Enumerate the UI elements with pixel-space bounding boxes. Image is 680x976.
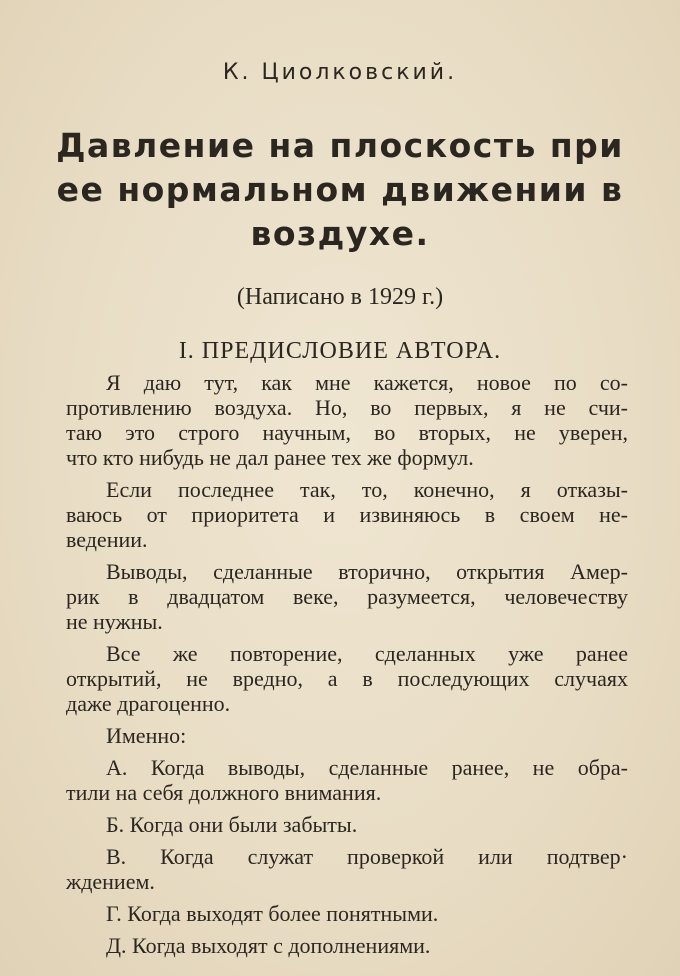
text-line: не нужны. xyxy=(66,609,163,634)
text-line: Именно: xyxy=(106,723,187,748)
document-title xyxy=(40,124,640,256)
text-line: таю это строго научным, во вторых, не уверен, xyxy=(66,420,628,445)
text-line: Я даю тут, как мне кажется, новое по со- xyxy=(106,370,628,395)
text-line: тили на себя должного внимания. xyxy=(66,780,382,805)
body-text xyxy=(66,370,628,965)
text-line: что кто нибудь не дал ранее тех же формул. xyxy=(66,445,474,470)
text-line: противлению воздуха. Но, во первых, я не счи- xyxy=(66,395,628,420)
paragraph xyxy=(66,641,628,716)
title-line: ее нормальном движении в xyxy=(56,170,624,209)
title-line: Давление на плоскость при xyxy=(56,126,624,165)
text-line: Если последнее так, то, конечно, я отказы- xyxy=(106,477,628,502)
paragraph xyxy=(66,723,628,748)
text-line: В. Когда служат проверкой или подтвер· xyxy=(106,844,628,869)
list-item xyxy=(66,901,628,926)
list-item xyxy=(66,844,628,894)
text-line: Выводы, сделанные вторично, открытия Амер- xyxy=(106,559,628,584)
text-line: открытий, не вредно, а в последующих случаях xyxy=(66,666,628,691)
text-line: Б. Когда они были забыты. xyxy=(106,812,358,837)
title-line: воздухе. xyxy=(250,214,430,253)
list-item xyxy=(66,755,628,805)
text-line: Все же повторение, сделанных уже ранее xyxy=(106,641,628,666)
text-line: ваюсь от приоритета и извиняюсь в своем не- xyxy=(66,502,628,527)
text-line: А. Когда выводы, сделанные ранее, не обра- xyxy=(106,755,628,780)
text-line: ведении. xyxy=(66,527,148,552)
paragraph xyxy=(66,370,628,470)
text-line: Г. Когда выходят более понятными. xyxy=(106,901,439,926)
list-item xyxy=(66,812,628,837)
text-line: рик в двадцатом веке, разумеется, человечеству xyxy=(66,584,628,609)
list-item xyxy=(66,933,628,958)
author-name: К. Циолковский. xyxy=(222,60,458,85)
section-heading: I. ПРЕДИСЛОВИЕ АВТОРА. xyxy=(178,338,502,364)
text-line: даже драгоценно. xyxy=(66,691,231,716)
text-line: Д. Когда выходят с дополнениями. xyxy=(106,933,431,958)
paragraph xyxy=(66,477,628,552)
written-date: (Написано в 1929 г.) xyxy=(236,284,444,310)
text-line: ждением. xyxy=(66,869,155,894)
paragraph xyxy=(66,559,628,634)
